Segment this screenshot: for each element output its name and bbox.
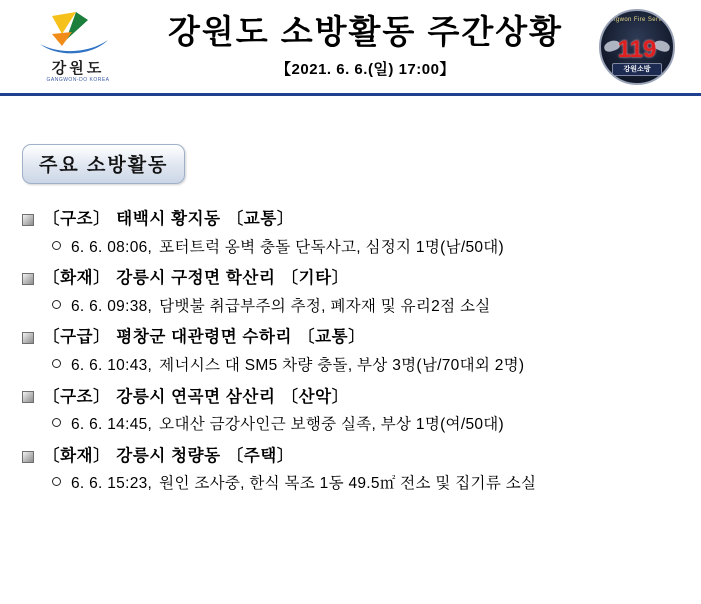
entry-detail (52, 415, 687, 434)
document-header (0, 0, 701, 96)
entry-location: 강릉시 연곡면 삼산리 (116, 387, 276, 406)
entry-time: 6. 6. 15:23, (71, 475, 153, 493)
title-block (134, 14, 591, 78)
gangwon-province-logo-sub: GANGWON-DO KOREA (46, 77, 110, 83)
gangwon-province-logo (22, 10, 134, 83)
entry-category: 〔화재〕 (43, 446, 111, 465)
entry-category: 〔구조〕 (43, 387, 111, 406)
square-bullet-icon (22, 451, 34, 463)
circle-bullet-icon (52, 418, 61, 427)
entry-type: 〔교통〕 (226, 210, 294, 228)
entry-detail (52, 356, 687, 375)
page-title: 강원도 소방활동 주간상황 (168, 13, 563, 51)
entry-description: 원인 조사중, 한식 목조 1동 49.5㎡ 전소 및 집기류 소실 (159, 475, 537, 493)
entry-detail (52, 238, 687, 257)
entry-category: 〔구급〕 (43, 328, 111, 347)
entry-category: 〔구조〕 (43, 210, 111, 228)
fire-service-emblem (591, 9, 683, 85)
gangwon-province-logo-icon (32, 10, 124, 60)
circle-bullet-icon (52, 300, 61, 309)
fire-service-emblem-icon (599, 9, 675, 85)
square-bullet-icon (22, 273, 34, 285)
list-item (22, 447, 687, 494)
entry-detail (52, 297, 687, 316)
square-bullet-icon (22, 332, 34, 344)
gangwon-province-logo-caption: 강원도 (51, 60, 105, 77)
emblem-number: 119 (617, 35, 657, 63)
entry-location: 강릉시 구정면 학산리 (116, 269, 276, 288)
entry-description: 담뱃불 취급부주의 추정, 폐자재 및 유리2점 소실 (159, 297, 491, 315)
entry-description: 포터트럭 옹벽 충돌 단독사고, 심정지 1명(남/50대) (159, 238, 505, 256)
emblem-arc-text: Gangwon Fire Service (603, 16, 671, 23)
circle-bullet-icon (52, 241, 61, 250)
entry-time: 6. 6. 14:45, (71, 416, 153, 434)
entry-title (22, 328, 687, 348)
entry-description: 오대산 금강사인근 보행중 실족, 부상 1명(여/50대) (159, 416, 505, 434)
entry-detail (52, 474, 687, 493)
square-bullet-icon (22, 391, 34, 403)
entry-time: 6. 6. 10:43, (71, 357, 153, 375)
entry-title (22, 388, 687, 408)
entry-category: 〔화재〕 (43, 269, 111, 288)
entry-type: 〔주택〕 (226, 446, 294, 465)
list-item (22, 210, 687, 257)
entry-type: 〔산악〕 (281, 387, 349, 406)
list-item (22, 388, 687, 435)
entry-type: 〔교통〕 (298, 328, 366, 347)
list-item (22, 269, 687, 316)
emblem-band-text: 강원소방 (612, 63, 662, 76)
entry-title (22, 447, 687, 467)
report-datetime: 【2021. 6. 6.(일) 17:00】 (276, 60, 455, 78)
entry-location: 태백시 황지동 (116, 210, 221, 228)
entry-location: 평창군 대관령면 수하리 (116, 328, 293, 347)
entry-location: 강릉시 청량동 (116, 446, 221, 465)
circle-bullet-icon (52, 477, 61, 486)
incident-list (0, 210, 701, 494)
list-item (22, 328, 687, 375)
entry-time: 6. 6. 09:38, (71, 297, 153, 315)
entry-type: 〔기타〕 (281, 269, 349, 288)
square-bullet-icon (22, 214, 34, 226)
section-heading: 주요 소방활동 (22, 144, 185, 184)
entry-time: 6. 6. 08:06, (71, 238, 153, 256)
entry-title (22, 269, 687, 289)
circle-bullet-icon (52, 359, 61, 368)
entry-description: 제너시스 대 SM5 차량 충돌, 부상 3명(남/70대외 2명) (159, 357, 525, 375)
entry-title (22, 210, 687, 230)
header-inner (0, 0, 701, 93)
